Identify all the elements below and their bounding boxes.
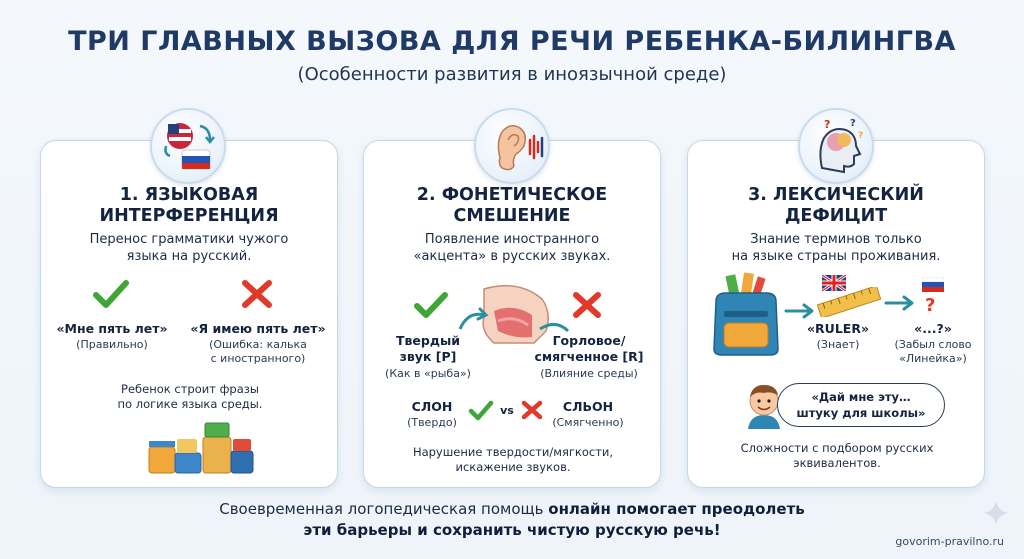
sparkle-icon bbox=[983, 500, 1009, 526]
check-icon bbox=[468, 399, 494, 421]
russia-flag-icon bbox=[922, 277, 944, 292]
flags-swap-icon bbox=[152, 110, 228, 186]
card-phonetic-mixing bbox=[363, 140, 661, 488]
card-title: 2. ФОНЕТИЧЕСКОЕ СМЕШЕНИЕ bbox=[416, 185, 608, 226]
forgot-word: «...?» bbox=[914, 321, 952, 336]
svg-text:?: ? bbox=[850, 118, 856, 129]
word-soft: СЛЬОН bbox=[562, 399, 614, 414]
card-title: 1. ЯЗЫКОВАЯ ИНТЕРФЕРЕНЦИЯ bbox=[99, 185, 279, 226]
check-icon bbox=[414, 291, 448, 319]
hard-sound-note: (Как в «рыба») bbox=[385, 367, 471, 380]
card-note: Ребенок строит фразы по логике языка среды. bbox=[117, 382, 263, 411]
ruler-icon bbox=[814, 287, 884, 317]
word-hard: СЛОН bbox=[411, 399, 453, 414]
soft-sound-label: Горловое/ смягченное [R] bbox=[534, 333, 644, 364]
head-thinking-icon bbox=[800, 110, 876, 186]
cross-icon bbox=[572, 291, 602, 319]
wrong-phrase: «Я имею пять лет» bbox=[190, 321, 326, 336]
page-title: ТРИ ГЛАВНЫХ ВЫЗОВА ДЛЯ РЕЧИ РЕБЕНКА-БИЛИНГВА bbox=[68, 26, 956, 57]
known-word: «RULER» bbox=[806, 321, 870, 336]
card-lexical-deficit bbox=[687, 140, 985, 488]
correct-note: (Правильно) bbox=[76, 338, 148, 351]
card-note: Нарушение твердости/мягкости, искажение звуков. bbox=[412, 445, 614, 474]
correct-phrase: «Мне пять лет» bbox=[56, 321, 168, 336]
flags-swap-badge bbox=[150, 108, 226, 184]
question-mark-icon: ? bbox=[925, 295, 936, 316]
svg-text:?: ? bbox=[858, 131, 864, 141]
footer-message: Своевременная логопедическая помощь онлайн помогает преодолеть эти барьеры и сохранить чистую русскую речь! bbox=[219, 500, 805, 539]
versus-label: vs bbox=[500, 404, 514, 417]
card-description: Знание терминов только на языке страны проживания. bbox=[731, 232, 941, 264]
cross-icon bbox=[520, 399, 544, 421]
wrong-note: (Ошибка: калька с иностранного) bbox=[209, 338, 307, 365]
check-icon bbox=[93, 279, 129, 309]
card-description: Появление иностранного «акцента» в русских звуках. bbox=[413, 232, 611, 264]
speech-bubble: «Дай мне эту… штуку для школы» bbox=[777, 383, 945, 427]
building-blocks-icon bbox=[147, 417, 257, 477]
backpack-icon bbox=[706, 271, 786, 357]
arrow-right-icon bbox=[784, 301, 818, 321]
ear-icon bbox=[476, 110, 552, 186]
known-note: (Знает) bbox=[816, 338, 860, 351]
arrow-right-icon bbox=[884, 293, 918, 313]
card-language-interference bbox=[40, 140, 338, 488]
ear-badge bbox=[474, 108, 550, 184]
forgot-note: (Забыл слово «Линейка») bbox=[894, 338, 972, 365]
hard-sound-label: Твердый звук [Р] bbox=[395, 333, 461, 364]
site-url: govorim-pravilno.ru bbox=[895, 535, 1004, 548]
word-hard-note: (Твердо) bbox=[407, 416, 457, 429]
word-soft-note: (Смягченно) bbox=[552, 416, 624, 429]
page-subtitle: (Особенности развития в иноязычной среде) bbox=[297, 64, 727, 85]
card-title: 3. ЛЕКСИЧЕСКИЙ ДЕФИЦИТ bbox=[748, 185, 924, 226]
card-description: Перенос грамматики чужого языка на русский. bbox=[89, 232, 289, 264]
soft-sound-note: (Влияние среды) bbox=[540, 367, 638, 380]
card-note: Сложности с подбором русских эквивалентов. bbox=[740, 441, 934, 470]
svg-text:?: ? bbox=[824, 118, 831, 131]
cross-icon bbox=[241, 279, 273, 309]
head-thinking-badge bbox=[798, 108, 874, 184]
